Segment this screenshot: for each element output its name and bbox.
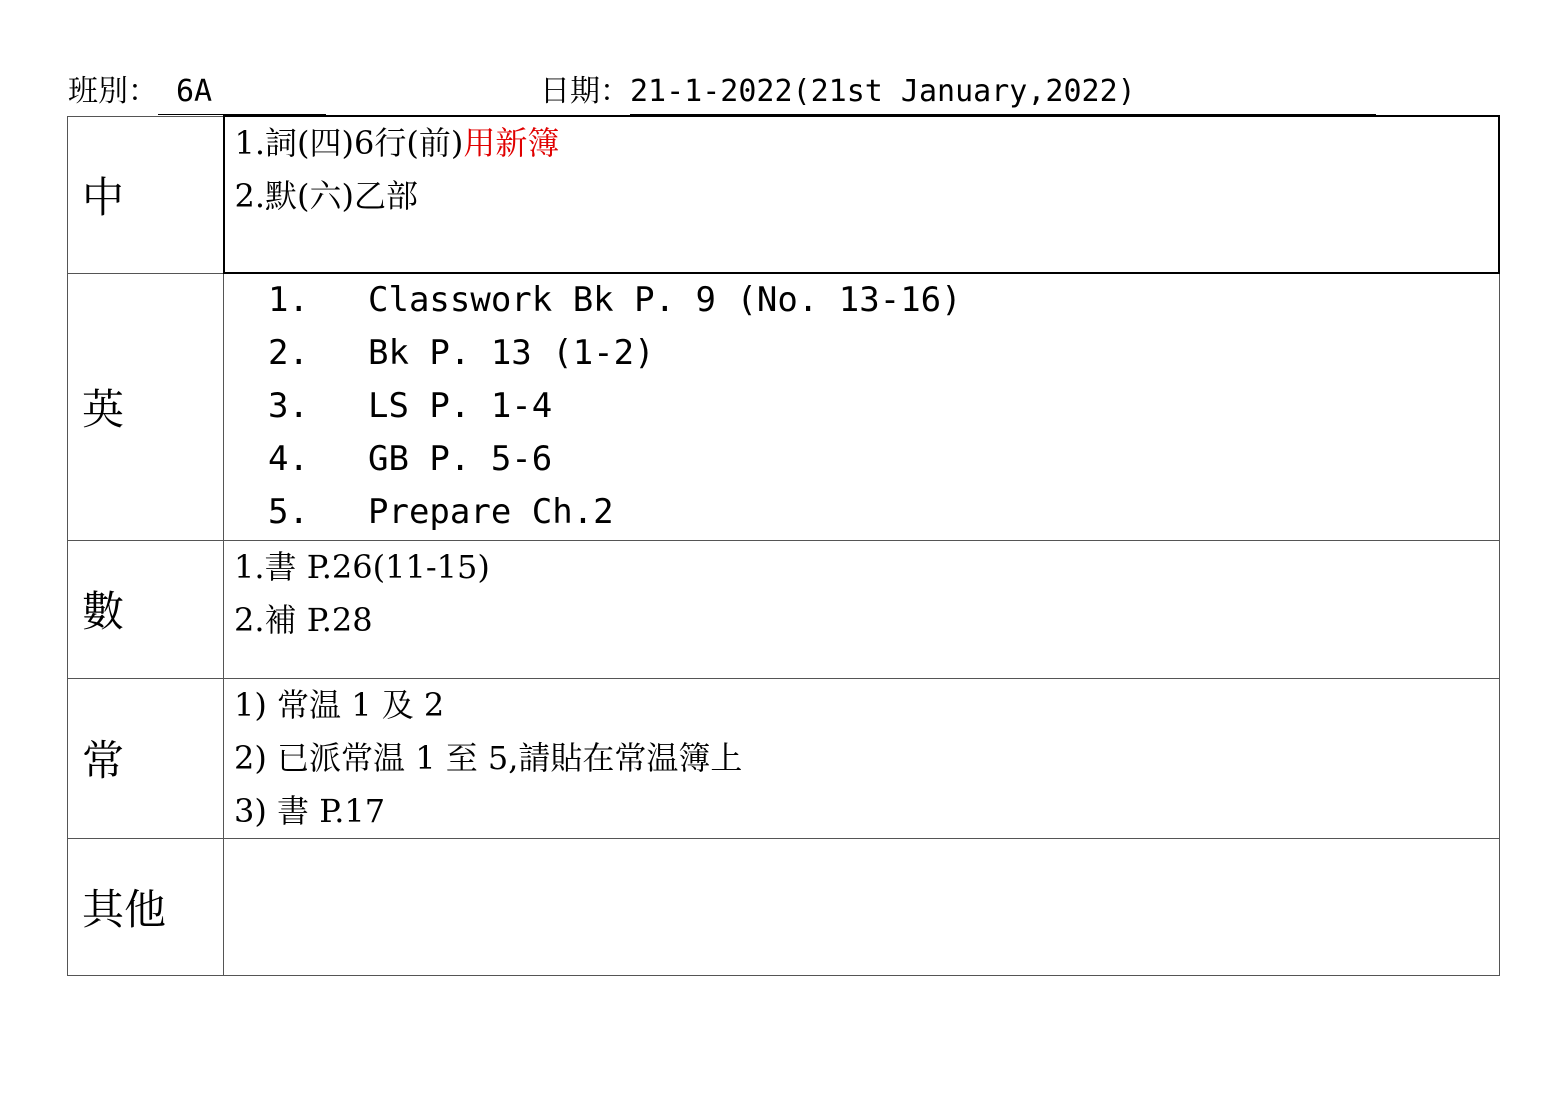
- subject-others: 其他: [68, 838, 224, 975]
- english-item-number: 5.: [268, 492, 309, 532]
- subject-chinese: 中: [68, 116, 224, 273]
- math-line: 1.書 P.26(11-15): [234, 547, 490, 586]
- english-item: [234, 380, 1499, 433]
- chinese-line-1-highlight: 用新簿: [463, 124, 560, 162]
- row-others: [68, 838, 1500, 975]
- math-content: [224, 540, 1500, 678]
- chinese-line-1: [235, 117, 1499, 170]
- english-item-number: 1.: [268, 280, 309, 320]
- date-value: 21-1-2022(21st January,2022): [630, 70, 1376, 115]
- english-item: [234, 433, 1499, 486]
- row-english: [68, 273, 1500, 540]
- subject-english: 英: [68, 273, 224, 540]
- english-item: [234, 274, 1499, 327]
- row-chinese: [68, 116, 1500, 273]
- english-item-text: Bk P. 13 (1-2): [368, 333, 655, 373]
- english-content: [224, 273, 1500, 540]
- class-label: 班別：: [68, 74, 158, 109]
- english-item-text: LS P. 1-4: [368, 386, 553, 426]
- class-value: 6A: [158, 70, 326, 115]
- english-item-number: 3.: [268, 386, 309, 426]
- subject-math: 數: [68, 540, 224, 678]
- chinese-content: [224, 116, 1500, 273]
- general-studies-content: [224, 678, 1500, 838]
- english-item-number: 4.: [268, 439, 309, 479]
- subject-general-studies: 常: [68, 678, 224, 838]
- english-item-text: Prepare Ch.2: [368, 492, 614, 532]
- general-studies-line: 2) 已派常温 1 至 5,請貼在常温簿上: [234, 738, 743, 777]
- class-field: [68, 70, 326, 115]
- row-math: [68, 540, 1500, 678]
- english-item: [234, 327, 1499, 380]
- english-item-text: Classwork Bk P. 9 (No. 13-16): [368, 280, 962, 320]
- general-studies-line: 1) 常温 1 及 2: [234, 685, 445, 724]
- row-general-studies: [68, 678, 1500, 838]
- english-item: [234, 486, 1499, 539]
- chinese-line-1-text: 1.詞(四)6行(前): [234, 124, 464, 162]
- chinese-line-2: [235, 170, 1499, 223]
- math-line: 2.補 P.28: [234, 600, 373, 639]
- english-item-text: GB P. 5-6: [368, 439, 553, 479]
- homework-table: [67, 115, 1500, 976]
- english-item-number: 2.: [268, 333, 309, 373]
- others-content: [224, 838, 1500, 975]
- chinese-line-2-text: 2.默(六)乙部: [234, 177, 419, 215]
- date-field: [540, 70, 1376, 115]
- date-label: 日期：: [540, 74, 630, 109]
- general-studies-line: 3) 書 P.17: [234, 791, 386, 830]
